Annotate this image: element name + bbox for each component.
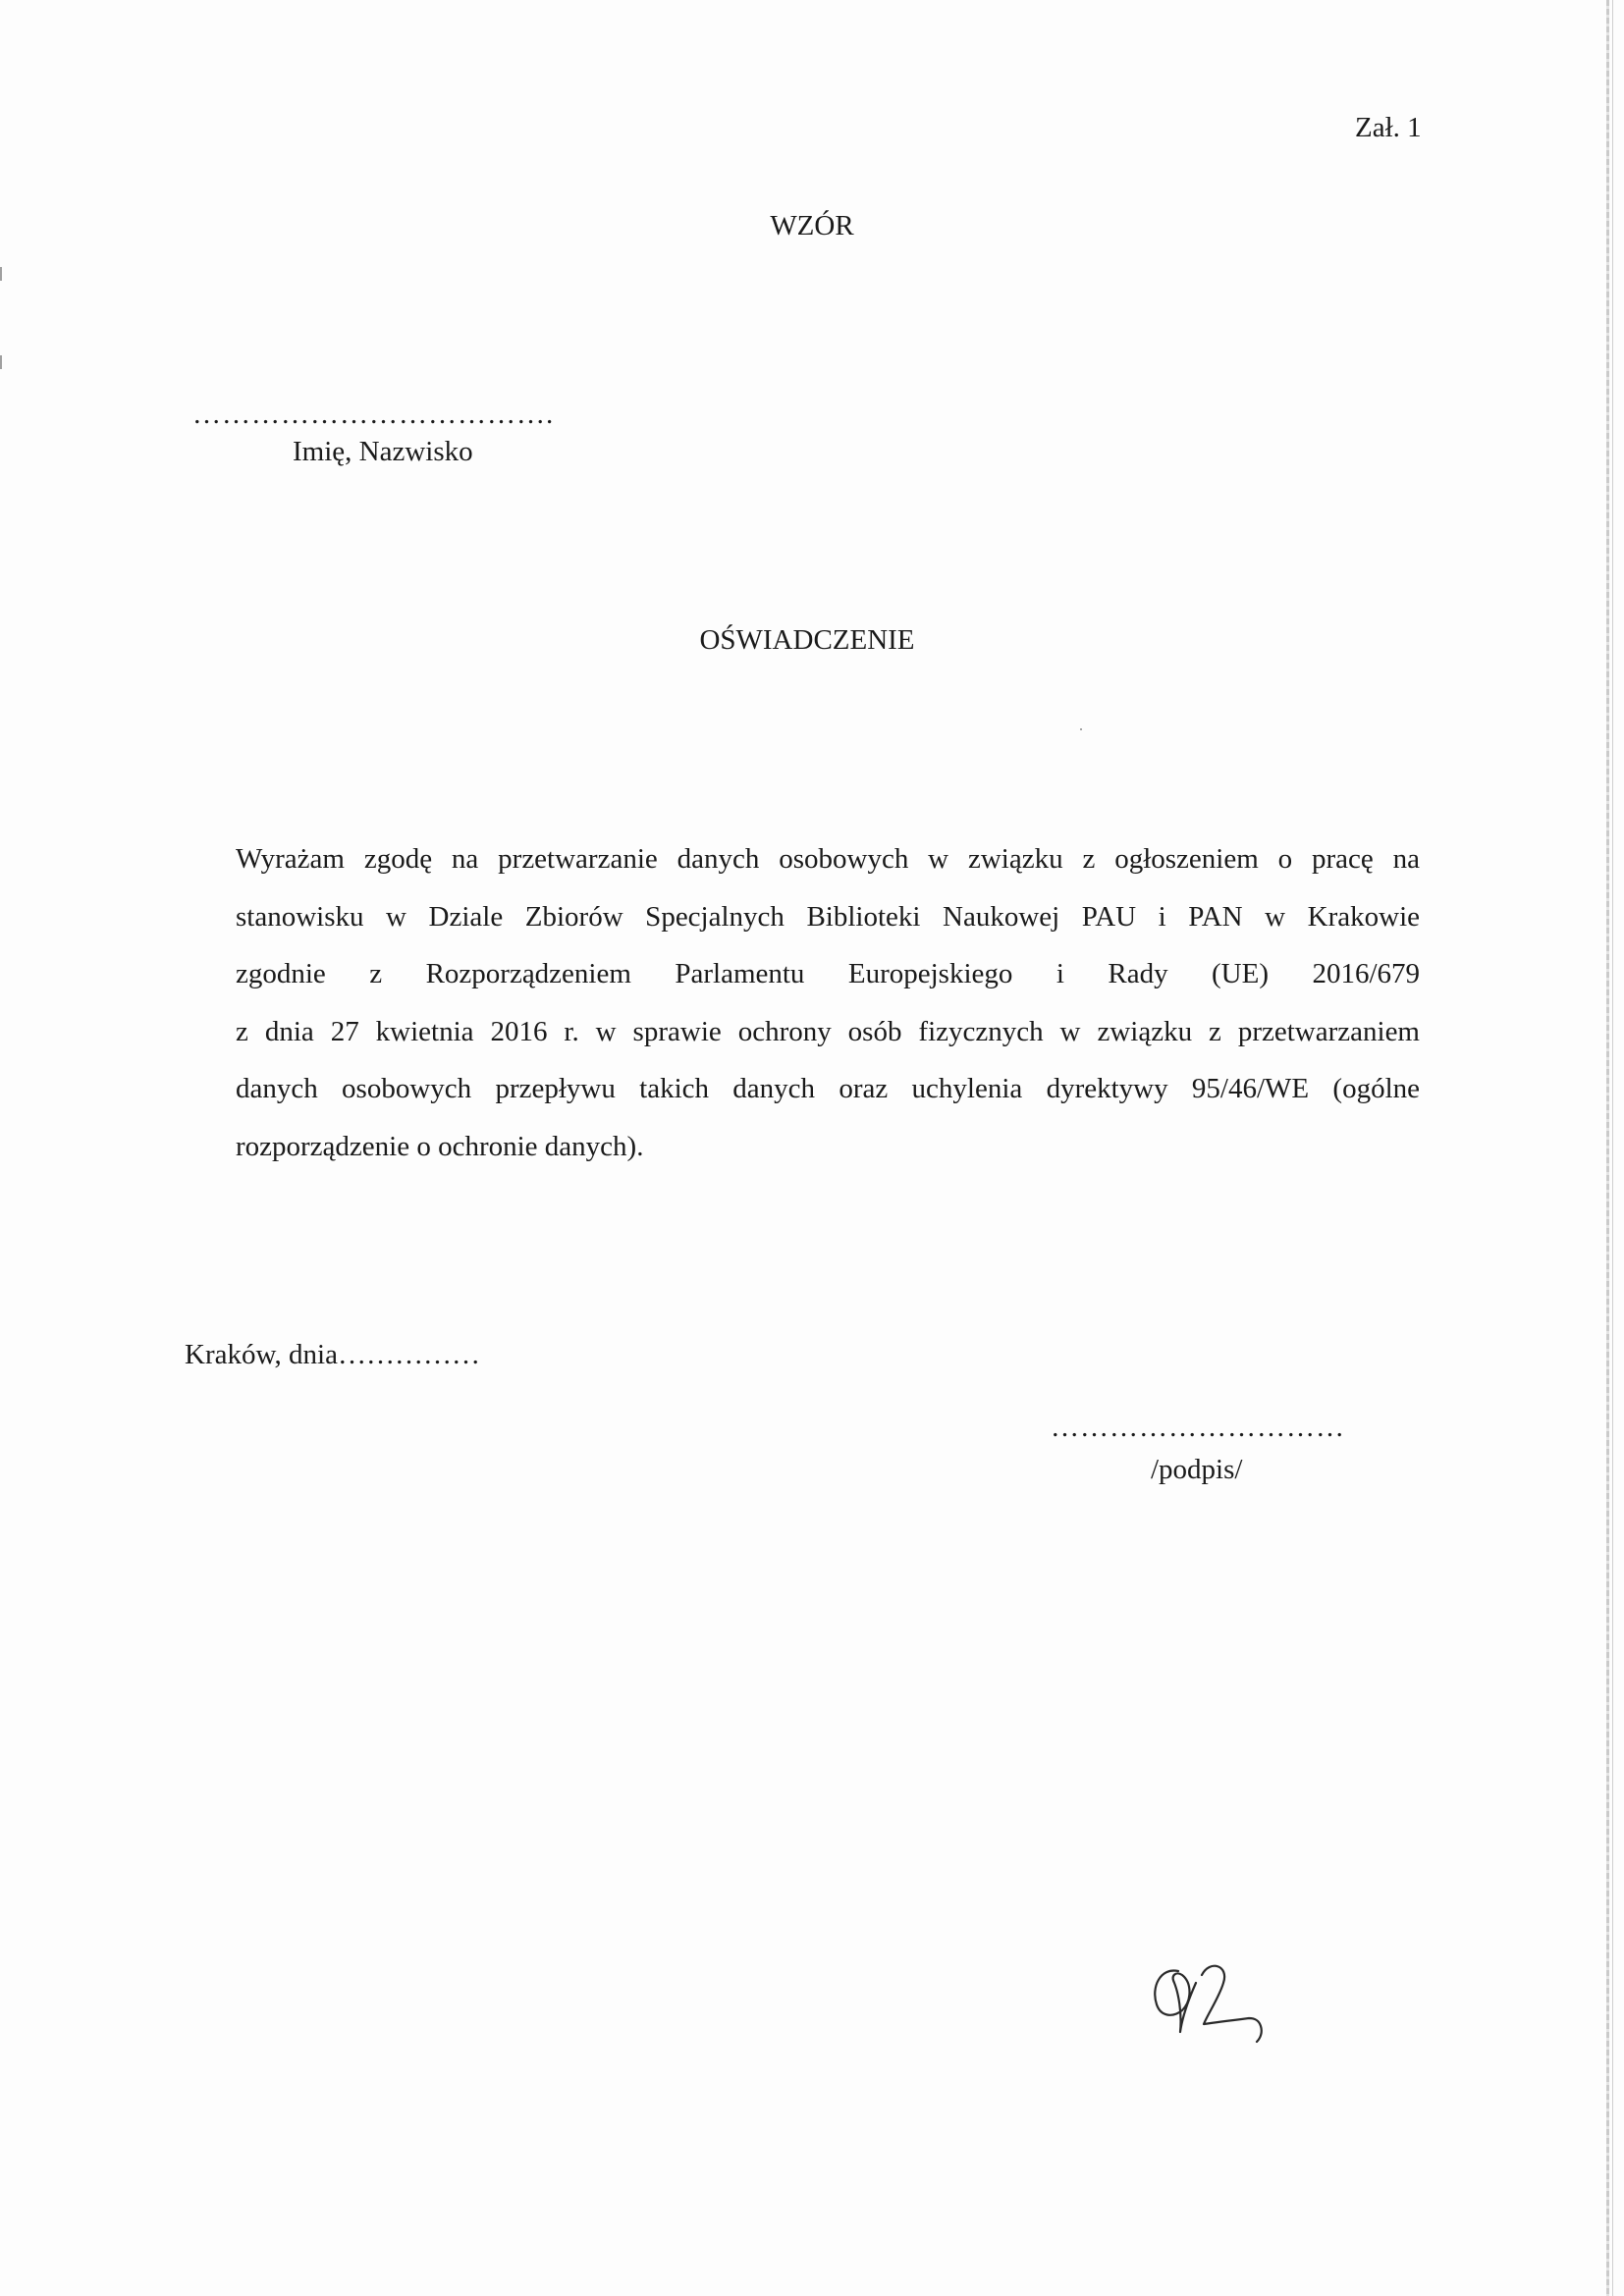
attachment-label: Zał. 1 — [1355, 112, 1422, 143]
declaration-body — [236, 830, 1420, 1175]
place-date: Kraków, dnia…………… — [185, 1339, 480, 1370]
scan-speck — [1080, 728, 1082, 730]
signature-label: /podpis/ — [1151, 1454, 1243, 1485]
scan-edge — [1606, 0, 1609, 2296]
signature-dots: ………………………… — [1051, 1412, 1345, 1443]
declaration-title: OŚWIADCZENIE — [699, 624, 915, 656]
declaration-line: Wyrażam zgodę na przetwarzanie danych osobowych w związku z ogłoszeniem o pracę na — [236, 843, 1420, 875]
declaration-line: rozporządzenie o ochronie danych). — [236, 1130, 644, 1162]
scan-edge-line — [1612, 0, 1613, 2296]
template-title: WZÓR — [770, 210, 854, 241]
scan-mark — [0, 267, 2, 281]
handwritten-initials — [1139, 1953, 1286, 2052]
declaration-line: stanowisku w Dziale Zbiorów Specjalnych Biblioteki Naukowej PAU i PAN w Krakowie — [236, 900, 1420, 933]
declaration-line: zgodnie z Rozporządzeniem Parlamentu Europejskiego i Rady (UE) 2016/679 — [236, 958, 1420, 989]
declaration-line: danych osobowych przepływu takich danych oraz uchylenia dyrektywy 95/46/WE (ogólne — [236, 1073, 1420, 1104]
scan-mark — [0, 355, 2, 369]
name-placeholder-dots: ………………………………. — [192, 399, 555, 430]
declaration-line: z dnia 27 kwietnia 2016 r. w sprawie ochrony osób fizycznych w związku z przetwarzaniem — [236, 1015, 1420, 1047]
name-label: Imię, Nazwisko — [293, 436, 473, 467]
